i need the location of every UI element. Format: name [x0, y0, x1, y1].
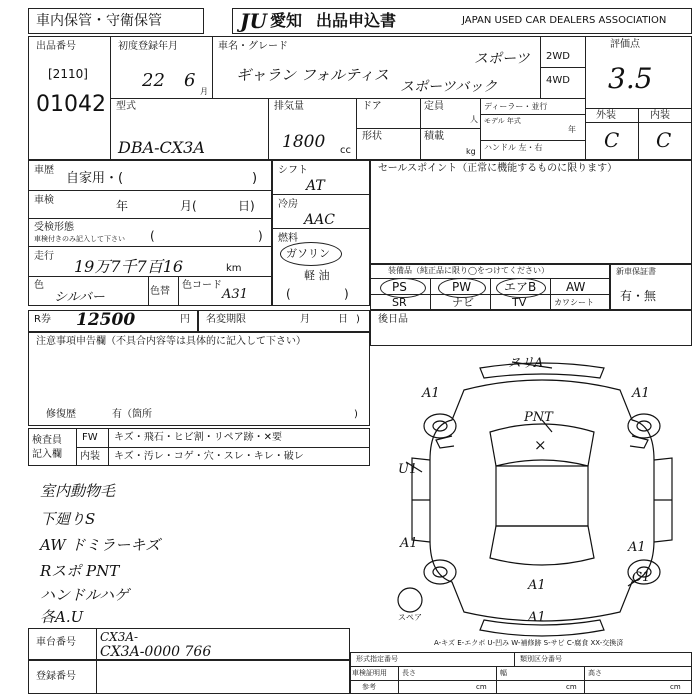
doors-label: ドア [362, 101, 382, 112]
equipment-label: 装備品（純正品に限り◯をつけてください） [388, 266, 549, 275]
damage-x: × [534, 436, 547, 454]
note-line-3: AW ドミラーキズ [40, 536, 161, 554]
note-line-1: 室内動物毛 [40, 482, 116, 500]
warranty-value: 有・無 [620, 289, 657, 303]
damage-pnt: PNT [524, 410, 553, 425]
history-value: 自家用・( [66, 171, 124, 186]
fuel-open: ( [286, 287, 291, 301]
drive-4wd: 4WD [546, 75, 570, 86]
fuel-gas: ガソリン [286, 247, 330, 260]
color-value: シルバー [54, 290, 105, 305]
brand-region: 愛知 [270, 11, 303, 30]
color-code-label: 色コード [182, 280, 222, 291]
note-line-5: ハンドルハゲ [40, 586, 129, 604]
damage-a1-bl: A1 [400, 536, 418, 551]
inspector-label: 検査員 記入欄 [32, 435, 62, 460]
equip-airbag: エアB [504, 280, 537, 294]
fuel-close: ) [344, 287, 349, 301]
fuel-label: 燃料 [278, 233, 298, 244]
equip-navi: ナビ [452, 296, 474, 309]
lot-code: [2110] [48, 67, 88, 81]
mileage-value: 19万7千7百16 [74, 257, 184, 276]
spec-width: 幅 [500, 669, 507, 677]
chassis-line1: CX3A- [100, 630, 139, 644]
note-line-2: 下廻りS [40, 510, 96, 528]
circle-airbag [496, 278, 546, 298]
inspection-status-note: 車検付きのみ記入して下さい [34, 235, 125, 243]
damage-legend: A-キズ E-エクボ U-凹み W-補修跡 S-サビ C-腐食 XX-交換済 [434, 639, 624, 647]
damage-top: スリA [508, 356, 544, 371]
warranty-label: 新車保証書 [616, 267, 656, 276]
interior-grade: C [656, 128, 672, 152]
lot-number: 01042 [36, 92, 106, 117]
score-label: 評価点 [610, 39, 640, 50]
storage-label: 車内保管・守衛保管 [36, 13, 162, 29]
car-grade-2: スポーツバック [400, 79, 498, 95]
chassis-label: 車台番号 [36, 637, 76, 648]
inspector-interior: 内装 [80, 451, 100, 462]
inspector-fw: FW [82, 432, 98, 443]
circle-ps [380, 278, 426, 298]
spec-class-number: 類別区分番号 [520, 655, 562, 663]
fuel-diesel: 軽 油 [304, 269, 330, 282]
load-label: 積載 [424, 131, 444, 142]
damage-u1: U1 [398, 462, 418, 477]
capacity-unit: 人 [470, 115, 478, 124]
inspection-status-open: ( [150, 229, 155, 243]
notes-label: 注意事項申告欄（不具合内容等は具体的に記入して下さい） [36, 336, 306, 347]
model-year-unit: 年 [568, 125, 576, 134]
spec-width-unit: cm [566, 683, 577, 691]
damage-a1-b1: A1 [528, 578, 546, 593]
recycle-label: R券 [34, 314, 51, 325]
equip-ps: PS [392, 280, 407, 294]
spec-height: 高さ [588, 669, 602, 677]
exterior-grade: C [604, 128, 620, 152]
history-close: ) [252, 171, 258, 186]
name-change-close: ) [356, 314, 360, 325]
inspection-status-close: ) [258, 229, 263, 243]
spec-length: 長さ [402, 669, 416, 677]
spare-label: スペア [398, 613, 422, 622]
mileage-unit: km [226, 263, 242, 274]
damage-c1: C1 [632, 570, 651, 585]
equip-aw: AW [566, 280, 586, 294]
lot-label: 出品番号 [36, 41, 76, 52]
name-change-day: 日 [338, 314, 348, 325]
aircon-label: 冷房 [278, 199, 298, 210]
ju-logo: JU [240, 9, 267, 33]
inspection-year: 年 [116, 199, 129, 213]
sales-points-frame [370, 160, 692, 264]
circle-pw [438, 278, 486, 298]
registration-month-unit: 月 [200, 87, 208, 96]
damage-a1-br: A1 [628, 540, 646, 555]
shift-label: シフト [278, 165, 308, 176]
equip-leather: カワシート [554, 298, 594, 307]
capacity-label: 定員 [424, 101, 444, 112]
model-year-label: モデル 年式 [484, 117, 521, 125]
mileage-label: 走行 [34, 251, 54, 262]
score-value: 3.5 [608, 62, 653, 95]
fuel-gas-circle [280, 242, 342, 266]
form-title: 出品申込書 [316, 11, 397, 30]
model-label: 型式 [116, 101, 136, 112]
association-name: JAPAN USED CAR DEALERS ASSOCIATION [462, 15, 667, 26]
exterior-label: 外装 [596, 110, 616, 121]
registration-label: 初度登録年月 [118, 41, 178, 52]
inspector-interior-items: キズ・汚レ・コゲ・穴・スレ・キレ・破レ [114, 451, 304, 462]
spec-reference: 参考 [362, 683, 376, 691]
rear-items-label: 後日品 [378, 314, 408, 325]
equip-pw: PW [452, 280, 472, 294]
chassis-line2: CX3A-0000 766 [100, 644, 212, 660]
name-change-label: 名変期限 [206, 314, 246, 325]
reg-number-frame [28, 660, 350, 694]
car-name: ギャラン フォルティス [236, 66, 389, 84]
history-label: 車歴 [34, 165, 54, 176]
shift-value: AT [306, 178, 325, 194]
rear-items-frame [370, 310, 692, 346]
spec-height-unit: cm [670, 683, 681, 691]
registration-year: 22 [142, 70, 165, 91]
equip-tv: TV [512, 296, 527, 309]
inspection-label: 車検 [34, 195, 54, 206]
spec-cert: 車検証明用 [352, 669, 387, 677]
drive-2wd: 2WD [546, 51, 570, 62]
spec-model-designation: 形式指定番号 [356, 655, 398, 663]
recycle-unit: 円 [180, 314, 190, 325]
model-value: DBA-CX3A [118, 138, 205, 157]
car-name-label: 車名・グレード [218, 41, 288, 52]
inspection-day: 日) [238, 199, 255, 213]
damage-a1-tl: A1 [422, 386, 440, 401]
reg-number-label: 登録番号 [36, 671, 76, 682]
displacement-label: 排気量 [274, 101, 304, 112]
dealer-label: ディーラー・並行 [484, 102, 548, 111]
damage-a1-tr: A1 [632, 386, 650, 401]
load-unit: kg [466, 147, 476, 156]
car-grade-1: スポーツ [474, 51, 530, 67]
color-swap-label: 色替 [150, 286, 170, 297]
spec-length-unit: cm [476, 683, 487, 691]
repair-label: 修復歴 [46, 409, 76, 420]
note-line-4: Rスポ PNT [40, 562, 120, 580]
repair-close: ) [354, 409, 358, 420]
displacement-unit: cc [340, 145, 351, 156]
recycle-value: 12500 [76, 310, 136, 330]
sales-points-label: セールスポイント（正常に機能するものに限ります） [378, 163, 618, 174]
equip-sr: SR [392, 296, 407, 309]
interior-label: 内装 [650, 110, 670, 121]
aircon-value: AAC [304, 212, 335, 228]
inspection-month: 月( [180, 199, 197, 213]
damage-a1-b2: A1 [528, 610, 546, 625]
inspector-fw-items: キズ・飛石・ヒビ割・リペア跡・✕要 [114, 432, 282, 443]
inspection-status-label: 受検形態 [34, 222, 74, 233]
handle-label: ハンドル 左・右 [484, 143, 543, 152]
shape-label: 形状 [362, 131, 382, 142]
registration-month: 6 [184, 70, 196, 91]
repair-value: 有（箇所 [112, 409, 152, 420]
name-change-month: 月 [300, 314, 310, 325]
color-label: 色 [34, 280, 44, 291]
note-line-6: 各A.U [40, 608, 84, 626]
displacement-value: 1800 [282, 132, 326, 152]
color-code: A31 [222, 287, 248, 302]
